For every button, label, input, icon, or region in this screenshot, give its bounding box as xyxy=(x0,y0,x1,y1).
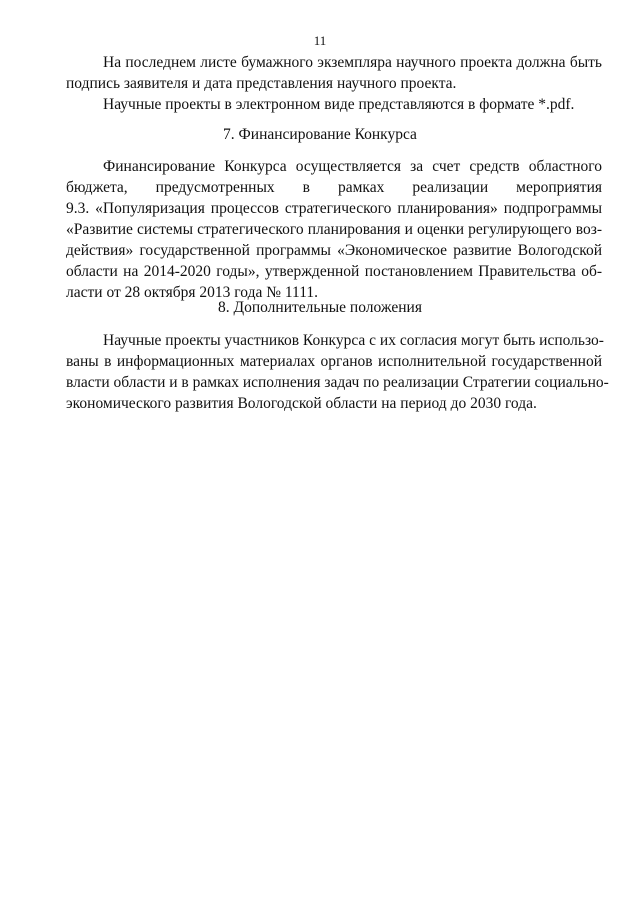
text-line: ваны в информационных материалах органов исполнительной государственной xyxy=(66,353,602,370)
text-line: подпись заявителя и дата представления научного проекта. xyxy=(66,75,457,92)
text-line: Научные проекты в электронном виде представляются в формате *.pdf. xyxy=(103,96,575,113)
text-line: экономического развития Вологодской области на период до 2030 года. xyxy=(66,395,537,412)
section-7-heading: 7. Финансирование Конкурса xyxy=(223,126,417,143)
text-line: На последнем листе бумажного экземпляра научного проекта должна быть xyxy=(103,54,602,71)
intro-paragraph-2 xyxy=(66,94,602,115)
text-line: действия» государственной программы «Экономическое развитие Вологодской xyxy=(66,242,602,259)
text-line: ласти от 28 октября 2013 года № 1111. xyxy=(66,284,319,301)
page-number: 11 xyxy=(313,33,327,48)
text-line: Финансирование Конкурса осуществляется за счет средств областного xyxy=(103,158,602,175)
section-8-paragraph xyxy=(66,330,609,414)
text-line: «Развитие системы стратегического планирования и оценки регулирующего воз- xyxy=(66,221,602,238)
section-8-heading: 8. Дополнительные положения xyxy=(218,299,422,316)
text-line: области на 2014-2020 годы», утвержденной постановлением Правительства об- xyxy=(66,263,602,280)
text-line: 9.3. «Популяризация процессов стратегического планирования» подпрограммы xyxy=(66,200,602,217)
intro-paragraph-1 xyxy=(66,52,602,94)
text-line: бюджета, предусмотренных в рамках реализации мероприятия xyxy=(66,179,602,196)
section-7-paragraph xyxy=(66,156,602,303)
text-line: власти области и в рамках исполнения задач по реализации Стратегии социально- xyxy=(66,374,609,391)
text-line: Научные проекты участников Конкурса с их согласия могут быть использо- xyxy=(103,332,604,349)
